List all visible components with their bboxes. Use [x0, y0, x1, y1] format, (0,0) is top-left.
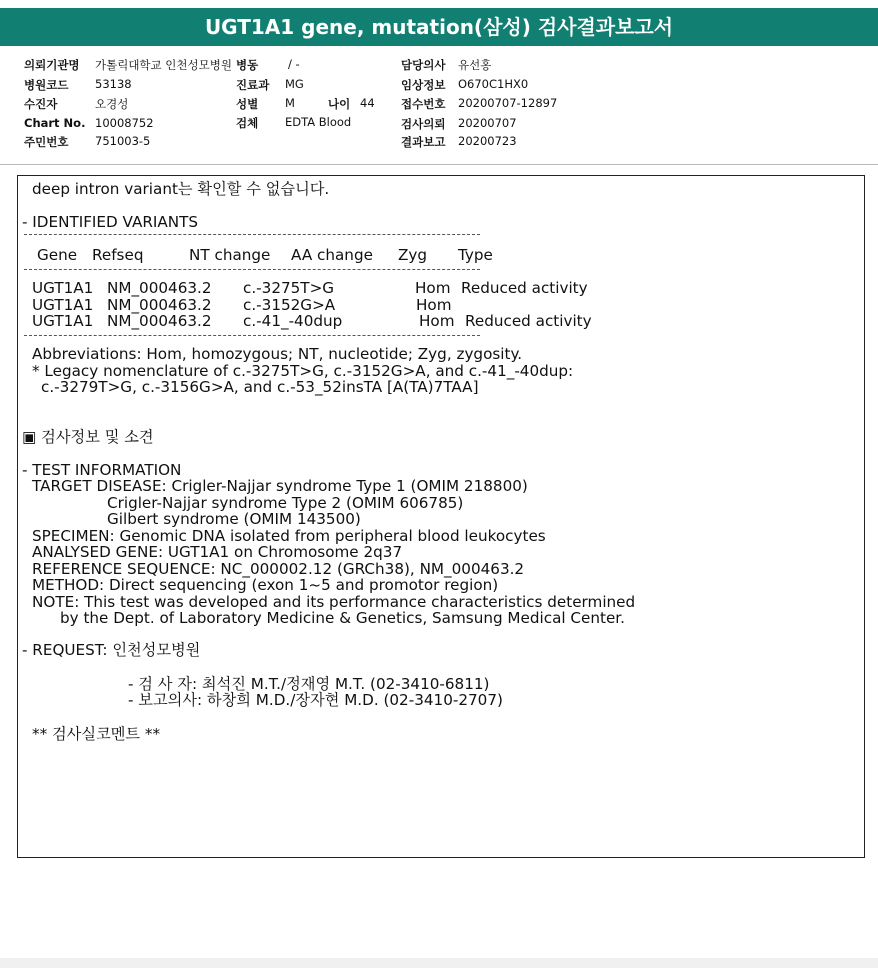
sex-label: 성별 [236, 97, 259, 111]
col-header-zyg: Zyg [398, 246, 428, 264]
note-line2: by the Dept. of Laboratory Medicine & Genetics, Samsung Medical Center. [60, 609, 625, 627]
hospital-code-value: 53138 [95, 77, 132, 91]
age-label: 나이 [328, 97, 351, 111]
analysed-gene-text: ANALYSED GENE: UGT1A1 on Chromosome 2q37 [32, 543, 403, 561]
report-title: UGT1A1 gene, mutation(삼성) 검사결과보고서 [0, 8, 878, 46]
variant-refseq: NM_000463.2 [107, 279, 212, 297]
request-date-label: 검사의뢰 [401, 117, 446, 131]
lab-comment-heading: ** 검사실코멘트 ** [32, 725, 161, 743]
legacy-nomenclature-line2: c.-3279T>G, c.-3156G>A, and c.-53_52insTA [A(TA)7TAA] [41, 378, 479, 396]
receipt-no-value: 20200707-12897 [458, 96, 558, 110]
age-value: 44 [360, 96, 375, 110]
specimen-value: EDTA Blood [285, 115, 352, 129]
findings-section-heading: ▣ 검사정보 및 소견 [22, 428, 154, 446]
department-label: 진료과 [236, 78, 270, 92]
intro-text: deep intron variant는 확인할 수 없습니다. [32, 180, 330, 198]
institution-label: 의뢰기관명 [24, 58, 80, 72]
resident-no-value: 751003-5 [95, 134, 151, 148]
variant-gene: UGT1A1 [32, 296, 94, 314]
request-date-value: 20200707 [458, 116, 517, 130]
header-divider [0, 164, 878, 165]
test-info-heading: - TEST INFORMATION [22, 461, 182, 479]
doctor-value: 유선홍 [458, 58, 492, 72]
clinical-info-label: 임상정보 [401, 78, 446, 92]
table-header-divider [24, 269, 480, 270]
specimen-text: SPECIMEN: Genomic DNA isolated from peripheral blood leukocytes [32, 527, 546, 545]
collector-label: 수진자 [24, 97, 58, 111]
note-line1: NOTE: This test was developed and its performance characteristics determined [32, 593, 636, 611]
chart-no-value: 10008752 [95, 116, 154, 130]
reference-sequence-text: REFERENCE SEQUENCE: NC_000002.12 (GRCh38), NM_000463.2 [32, 560, 525, 578]
report-date-value: 20200723 [458, 134, 517, 148]
variant-nt-change: c.-3152G>A [243, 296, 336, 314]
table-bottom-divider [24, 335, 480, 336]
table-top-divider [24, 234, 480, 235]
hospital-code-label: 병원코드 [24, 78, 69, 92]
tester-text: - 검 사 자: 최석진 M.T./정재영 M.T. (02-3410-6811) [128, 675, 490, 693]
variant-gene: UGT1A1 [32, 279, 94, 297]
variant-nt-change: c.-3275T>G [243, 279, 335, 297]
patient-info-panel [0, 50, 878, 164]
variant-refseq: NM_000463.2 [107, 312, 212, 330]
abbreviations-text: Abbreviations: Hom, homozygous; NT, nucleotide; Zyg, zygosity. [32, 345, 523, 363]
request-text: - REQUEST: 인천성모병원 [22, 641, 201, 659]
report-date-label: 결과보고 [401, 135, 446, 149]
collector-value: 오경성 [95, 97, 129, 111]
variant-gene: UGT1A1 [32, 312, 94, 330]
ward-value: / - [288, 57, 300, 71]
variant-zyg: Hom [416, 296, 452, 314]
col-header-type: Type [458, 246, 493, 264]
variant-nt-change: c.-41_-40dup [243, 312, 343, 330]
receipt-no-label: 접수번호 [401, 97, 446, 111]
reporter-text: - 보고의사: 하창희 M.D./장자현 M.D. (02-3410-2707) [128, 691, 503, 709]
variant-type: Reduced activity [465, 312, 592, 330]
variants-heading: - IDENTIFIED VARIANTS [22, 213, 199, 231]
doctor-label: 담당의사 [401, 58, 446, 72]
target-disease-line1: TARGET DISEASE: Crigler-Najjar syndrome Type 1 (OMIM 218800) [32, 477, 528, 495]
method-text: METHOD: Direct sequencing (exon 1~5 and promotor region) [32, 576, 499, 594]
ward-label: 병동 [236, 58, 259, 72]
col-header-nt: NT change [189, 246, 271, 264]
target-disease-line2: Crigler-Najjar syndrome Type 2 (OMIM 606785) [107, 494, 464, 512]
variant-type: Reduced activity [461, 279, 588, 297]
sex-value: M [285, 96, 295, 110]
institution-value: 가톨릭대학교 인천성모병원 [95, 58, 232, 72]
col-header-refseq: Refseq [92, 246, 144, 264]
department-value: MG [285, 77, 304, 91]
legacy-nomenclature-line1: * Legacy nomenclature of c.-3275T>G, c.-3152G>A, and c.-41_-40dup: [32, 362, 574, 380]
col-header-gene: Gene [37, 246, 78, 264]
clinical-info-value: O670C1HX0 [458, 77, 529, 91]
variant-zyg: Hom [415, 279, 451, 297]
resident-no-label: 주민번호 [24, 135, 69, 149]
report-body[interactable] [17, 175, 865, 858]
variant-refseq: NM_000463.2 [107, 296, 212, 314]
specimen-label: 검체 [236, 116, 259, 130]
target-disease-line3: Gilbert syndrome (OMIM 143500) [107, 510, 361, 528]
chart-no-label: Chart No. [24, 116, 86, 130]
variant-zyg: Hom [419, 312, 455, 330]
bottom-bar [0, 958, 878, 968]
col-header-aa: AA change [291, 246, 373, 264]
